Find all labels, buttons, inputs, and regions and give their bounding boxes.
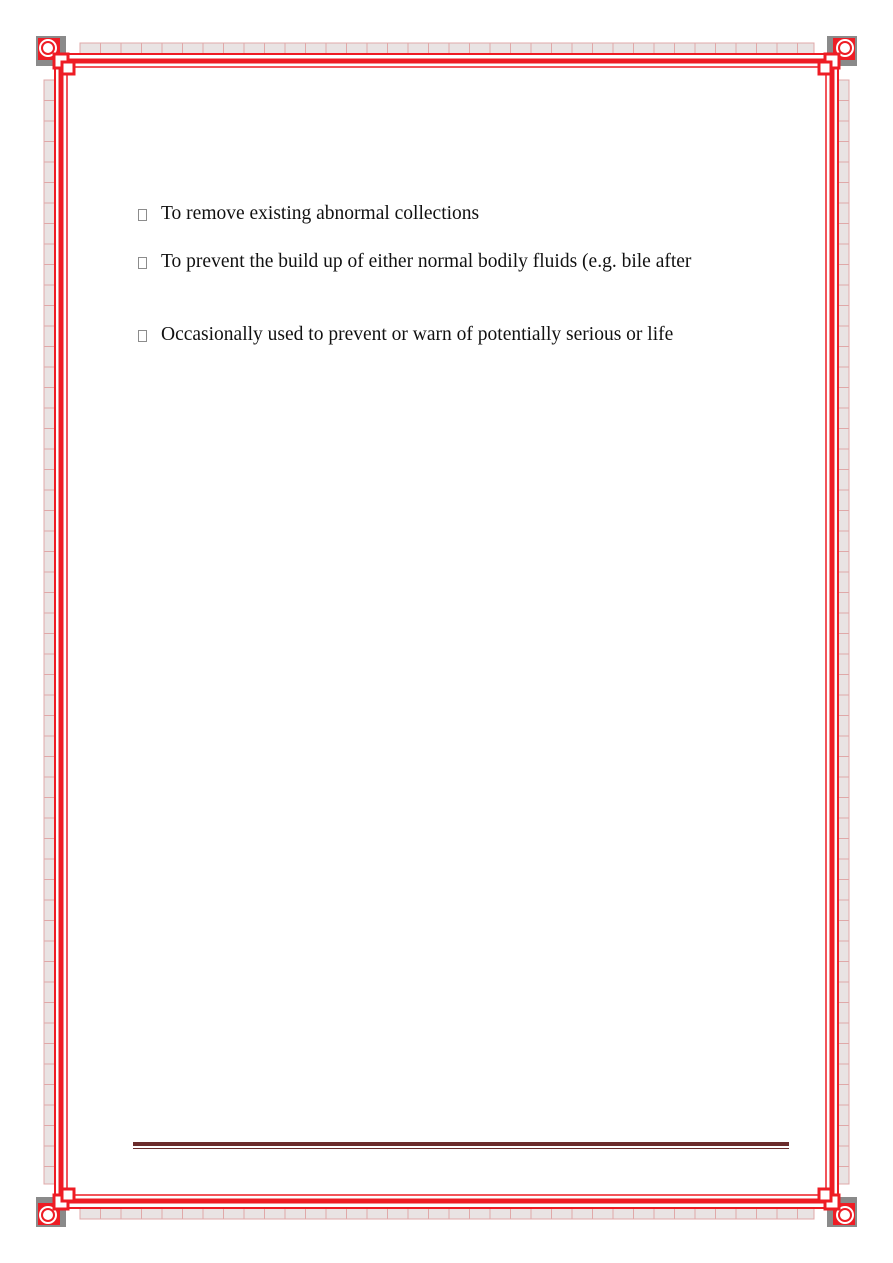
corner-square-2 [819,1189,831,1201]
corner-circle-center [43,43,53,53]
border-red-frame [55,54,838,1208]
list-item [138,203,479,225]
bullet-box-icon [138,209,147,221]
frame-thick-line [61,61,832,1201]
corner-square-2 [819,62,831,74]
corner-top-left [36,36,74,74]
bullet-box-icon [138,257,147,269]
list-item [138,324,673,346]
border-strip-right [838,80,849,1184]
frame-outer-line [55,54,838,1208]
bullet-box-icon [138,330,147,342]
border-strip-bottom [80,1208,814,1219]
bullet-text: Occasionally used to prevent or warn of potentially serious or life [161,324,674,345]
border-strip-top [80,43,814,54]
corner-square-2 [62,62,74,74]
bullet-text: To remove existing abnormal collections [161,203,480,224]
corner-bottom-right [819,1189,857,1227]
bullet-text: To prevent the build up of either normal bodily fluids (e.g. bile after [161,251,692,272]
corner-bottom-left [36,1189,74,1227]
border-strip-left [44,80,55,1184]
list-item [138,251,691,273]
corner-top-right [819,36,857,74]
corner-circle-center [840,43,850,53]
footer-rule-thick [133,1142,789,1146]
corner-circle-center [840,1210,850,1220]
corner-square-2 [62,1189,74,1201]
corner-circle-center [43,1210,53,1220]
footer-rule-thin [133,1148,789,1149]
footer-rule [133,1142,789,1150]
frame-inner-line [67,67,826,1195]
